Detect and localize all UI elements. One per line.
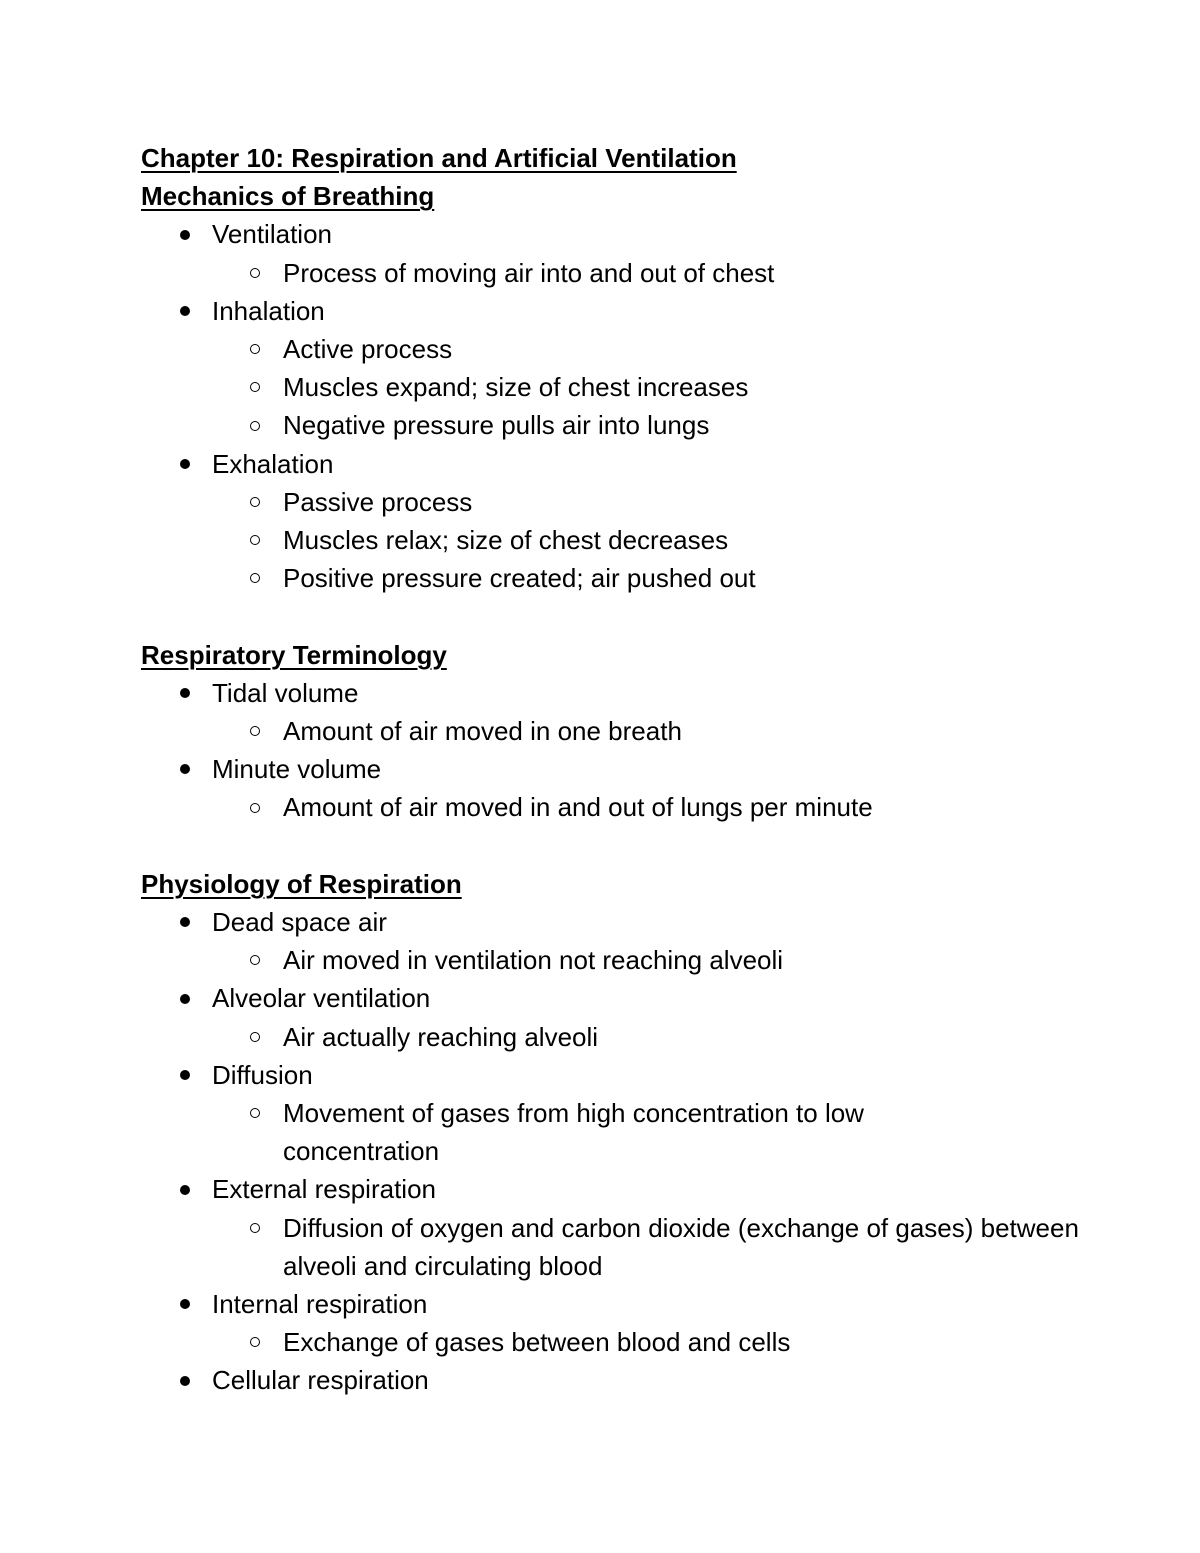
sub-list-item (212, 1209, 1083, 1285)
list-item (141, 1361, 1101, 1399)
bullet-list (141, 215, 1101, 597)
sub-list (212, 788, 1101, 826)
filled-bullet-icon (179, 750, 191, 788)
list-item (141, 674, 1101, 750)
list-item (141, 292, 1101, 445)
sub-list-item-label: Process of moving air into and out of chest (283, 257, 775, 288)
sub-list-item (212, 1094, 973, 1170)
sub-list-item-label: Air actually reaching alveoli (283, 1021, 599, 1052)
filled-bullet-icon (179, 292, 191, 330)
list-item (141, 979, 1101, 1055)
hollow-bullet-icon (250, 1209, 262, 1247)
list-item (141, 1170, 1101, 1285)
section-physiology-of-respiration (141, 865, 1101, 1400)
hollow-bullet-icon (250, 406, 262, 444)
list-item-label: Alveolar ventilation (212, 983, 431, 1014)
chapter-title: Chapter 10: Respiration and Artificial Ventilation (141, 143, 737, 173)
hollow-bullet-icon (250, 1323, 262, 1361)
list-item (141, 750, 1101, 826)
sub-list-item (212, 1323, 1101, 1361)
list-item-label: Exhalation (212, 448, 334, 479)
sub-list-item-label: Diffusion of oxygen and carbon dioxide (exchange of gases) between alveoli and circulating blood (283, 1212, 1079, 1281)
sub-list-item-label: Amount of air moved in one breath (283, 716, 682, 747)
sub-list-item-label: Positive pressure created; air pushed out (283, 563, 756, 594)
section-heading: Respiratory Terminology (141, 639, 447, 670)
section-heading: Mechanics of Breathing (141, 181, 435, 212)
hollow-bullet-icon (250, 712, 262, 750)
filled-bullet-icon (179, 979, 191, 1017)
sub-list-item-label: Passive process (283, 486, 473, 517)
bullet-list (141, 674, 1101, 827)
list-item (141, 1056, 1101, 1171)
sub-list (212, 712, 1101, 750)
sub-list-item-label: Amount of air moved in and out of lungs per minute (283, 792, 873, 823)
list-item (141, 903, 1101, 979)
sub-list (212, 1094, 1101, 1170)
hollow-bullet-icon (250, 788, 262, 826)
list-item-label: Minute volume (212, 754, 382, 785)
hollow-bullet-icon (250, 1094, 262, 1132)
sub-list (212, 1323, 1101, 1361)
sub-list-item-label: Muscles expand; size of chest increases (283, 372, 749, 403)
hollow-bullet-icon (250, 559, 262, 597)
document-body (141, 139, 1101, 1400)
hollow-bullet-icon (250, 368, 262, 406)
sub-list-item-label: Movement of gases from high concentration to low concentration (283, 1098, 864, 1167)
sub-list-item-label: Air moved in ventilation not reaching alveoli (283, 945, 784, 976)
filled-bullet-icon (179, 903, 191, 941)
filled-bullet-icon (179, 1056, 191, 1094)
sub-list-item (212, 483, 1101, 521)
sub-list-item-label: Exchange of gases between blood and cells (283, 1327, 791, 1358)
list-item-label: Inhalation (212, 295, 325, 326)
sub-list-item (212, 559, 1101, 597)
list-item-label: Ventilation (212, 219, 332, 250)
hollow-bullet-icon (250, 330, 262, 368)
sub-list (212, 1209, 1101, 1285)
hollow-bullet-icon (250, 1018, 262, 1056)
filled-bullet-icon (179, 1361, 191, 1399)
sub-list-item (212, 521, 1101, 559)
filled-bullet-icon (179, 445, 191, 483)
filled-bullet-icon (179, 1170, 191, 1208)
sub-list (212, 483, 1101, 598)
list-item-label: Cellular respiration (212, 1365, 429, 1396)
list-item-label: Internal respiration (212, 1289, 428, 1320)
sub-list-item (212, 941, 1101, 979)
sub-list-item-label: Negative pressure pulls air into lungs (283, 410, 710, 441)
section-respiratory-terminology (141, 636, 1101, 827)
filled-bullet-icon (179, 674, 191, 712)
section-heading: Physiology of Respiration (141, 868, 462, 899)
list-item (141, 445, 1101, 598)
sub-list-item (212, 406, 1101, 444)
section-mechanics-of-breathing (141, 177, 1101, 597)
sub-list (212, 941, 1101, 979)
sub-list-item-label: Muscles relax; size of chest decreases (283, 525, 729, 556)
sub-list-item (212, 254, 1101, 292)
sub-list-item (212, 368, 1101, 406)
list-item-label: Tidal volume (212, 677, 359, 708)
list-item-label: External respiration (212, 1174, 436, 1205)
hollow-bullet-icon (250, 483, 262, 521)
hollow-bullet-icon (250, 941, 262, 979)
filled-bullet-icon (179, 1285, 191, 1323)
sub-list-item (212, 712, 1101, 750)
list-item (141, 1285, 1101, 1361)
sub-list (212, 330, 1101, 445)
hollow-bullet-icon (250, 521, 262, 559)
sub-list-item (212, 1018, 1101, 1056)
sub-list-item (212, 330, 1101, 368)
sub-list-item-label: Active process (283, 334, 453, 365)
hollow-bullet-icon (250, 254, 262, 292)
bullet-list (141, 903, 1101, 1400)
list-item (141, 215, 1101, 291)
sub-list-item (212, 788, 1101, 826)
list-item-label: Dead space air (212, 907, 387, 938)
sub-list (212, 1018, 1101, 1056)
filled-bullet-icon (179, 215, 191, 253)
list-item-label: Diffusion (212, 1059, 313, 1090)
sub-list (212, 254, 1101, 292)
